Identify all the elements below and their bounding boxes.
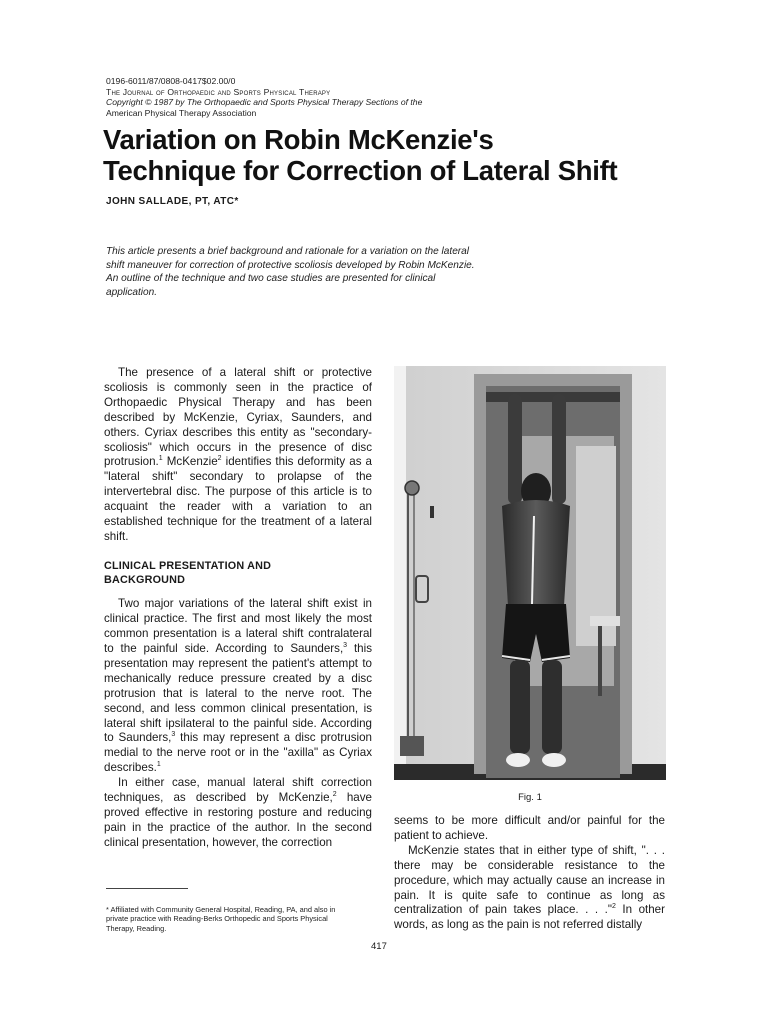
abstract-line: application. — [106, 286, 158, 298]
author-byline: JOHN SALLADE, PT, ATC* — [106, 196, 239, 207]
copyright-line-1: Copyright © 1987 by The Orthopaedic and Sports Physical Therapy Sections of the — [106, 97, 423, 107]
pulley-weights — [400, 736, 424, 756]
right-leg — [542, 660, 562, 754]
left-arm — [508, 394, 522, 504]
abstract — [106, 245, 526, 299]
torso — [502, 500, 570, 611]
article-title — [103, 124, 723, 186]
wall-edge — [394, 366, 406, 780]
figure-photo — [394, 366, 666, 780]
right-shoe — [542, 753, 566, 767]
abstract-line: An outline of the technique and two case studies are presented for clinical — [106, 273, 436, 285]
abstract-line: This article presents a brief background and rationale for a variation on the lateral — [106, 246, 470, 257]
citation-ref: 3 — [343, 642, 348, 650]
body-paragraph: Two major variations of the lateral shift exist in clinical practice. The first and most likely the most common presentation is a lateral shift contralateral to the painful side. According to Saunders,$^3$ this presentation may represent the patient's attempt to mechanically reduce pressure created by a disc protrusion that is lateral to the nerve root. The second, and less common clinical presentation, is lateral shift ipsilateral to the painful side. According to Saunders,$^3$ this may represent a disc protrusion medial to the nerve root or in the "axilla" as Cyriax describes.$^1$ — [104, 597, 373, 775]
left-shoe — [506, 753, 530, 767]
abstract-line: shift maneuver for correction of protective scoliosis developed by Robin McKenzie. — [106, 259, 475, 271]
title-line-2: Technique for Correction of Lateral Shift — [103, 155, 618, 186]
left-leg — [510, 660, 530, 754]
pulley-wheel — [405, 481, 419, 495]
journal-name: The Journal of Orthopaedic and Sports Physical Therapy — [106, 86, 331, 97]
wall-bracket — [430, 506, 434, 518]
body-paragraph: In either case, manual lateral shift correction techniques, as described by McKenzie,$^2$ have proved effective in restoring posture and reducing pain in the practice of the author. In the second clinical presentation, however, the correction — [104, 776, 372, 849]
citation-ref: 2 — [332, 791, 337, 799]
issn-line: 0196-6011/87/0808-0417$02.00/0 — [106, 76, 236, 86]
table-leg — [598, 626, 602, 696]
body-paragraph: seems to be more difficult and/or painful for the patient to achieve. — [394, 814, 665, 842]
body-column-right — [394, 814, 665, 933]
footnote-rule — [106, 888, 188, 889]
citation-ref: 3 — [171, 731, 176, 739]
intro-paragraph: The presence of a lateral shift or protective scoliosis is commonly seen in the practice of Orthopaedic Physical Therapy and has been described by McKenzie, Cyriax, Saunders, and others. Cyriax describes this entity as "secondary-scoliosis" which occurs in the presence of disc protrusion.$^1$ McKenzie$^2$ identifies this deformity as a "lateral shift" secondary to prolapse of the intervertebral disc. The purpose of this article is to acquaint the reader with a variation to an established technique for the treatment of a lateral shift. — [104, 366, 373, 543]
citation-ref: 2 — [217, 455, 222, 463]
doorway-traction-photo — [394, 366, 666, 780]
journal-header — [106, 76, 422, 118]
citation-ref: 1 — [158, 455, 163, 463]
body-column-left — [104, 366, 372, 851]
footnote: * Affiliated with Community General Hospital, Reading, PA, and also in private practice with Reading-Berks Orthopedic and Sports Physical Therapy, Reading. — [106, 905, 336, 933]
citation-ref: 2 — [611, 903, 616, 911]
copyright-line-2: American Physical Therapy Association — [106, 107, 257, 118]
figure-caption: Fig. 1 — [518, 792, 542, 803]
citation-ref: 1 — [156, 761, 161, 769]
title-line-1: Variation on Robin McKenzie's — [103, 124, 494, 155]
section-heading: CLINICAL PRESENTATION AND BACKGROUND — [104, 559, 272, 587]
room-table — [590, 616, 620, 626]
body-paragraph: McKenzie states that in either type of shift, ". . . there may be considerable resistance to the procedure, which may actually cause an increase in pain. It is quite safe to continue as long as centralization of pain takes place. . . ."$^2$ In other words, as long as the pain is not referred distally — [394, 843, 665, 932]
right-arm — [552, 394, 566, 504]
page-number: 417 — [371, 941, 387, 952]
